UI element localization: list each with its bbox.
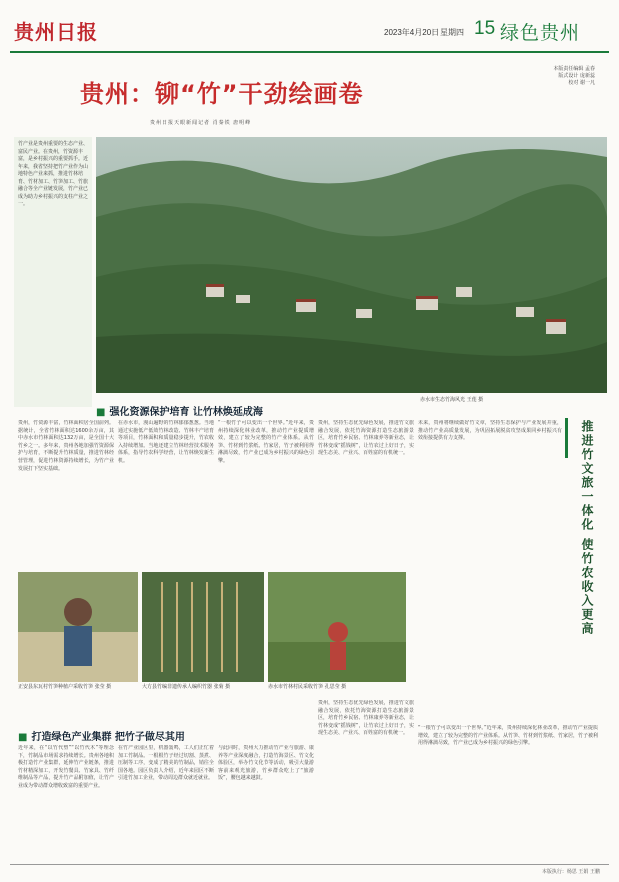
editor-line: 校对 谢一凡 — [568, 80, 595, 86]
body-column-8: 贵州，坚持生态优先绿色发展，推进竹文旅融合发展，依托竹海资源打造生态旅游景区，培育竹乡民宿、竹林康养等新业态，让竹林变成“摇钱树”，让竹农过上好日子，实现生态美、产业兴、百姓富的有机统一。 — [318, 700, 414, 737]
photo-bamboo-weaving — [142, 572, 264, 682]
photo-bamboo-shoots — [18, 572, 138, 682]
body-column-1: 贵州，竹资源丰富，竹林面积居全国前列。据统计，全省竹林面积达1600余万亩，其中赤水市竹林面积达132万亩，是全国十大竹乡之一。多年来，贵州各地加强竹资源保护与培育，不断提升竹林质量，推进竹林经营管理，促进竹林资源持续增长，为竹产业发展打下坚实基础。 — [18, 420, 114, 472]
bamboo-shoots-image — [18, 572, 138, 682]
hero-photo — [96, 137, 607, 393]
subhead-1-text: 强化资源保护培育 让竹林焕延成海 — [109, 407, 263, 418]
subhead-2-text: 打造绿色产业集群 把竹子做尽其用 — [31, 732, 185, 743]
body-column-2: 在赤水市，漫山遍野的竹林郁郁葱葱。当地通过实施低产低效竹林改造、竹林丰产培育等项目，竹林面积和质量稳步提升，竹农收入持续增加。当地还建立竹林经营技术服务体系，指导竹农科学经营，让竹林焕发新生机。 — [118, 420, 214, 464]
bamboo-weaving-image — [142, 572, 264, 682]
masthead-rule — [10, 51, 609, 53]
photo-caption-2: 大方县竹编非遗传承人编织竹器 张菊 摄 — [142, 684, 231, 690]
subhead-marker: ■ — [18, 732, 28, 743]
headline: 贵州：铆“竹”干劲绘画卷 — [80, 80, 364, 108]
body-column-9: “一根竹子可以变出一个世界。”近年来，贵州持续深化林业改革，推动竹产业提质增效，建立了较为完整的竹产业体系。从竹笋、竹材到竹浆纸、竹家居，竹子被利用得淋漓尽致，竹产业已成为乡村振兴的绿色引擎。 — [418, 725, 598, 747]
body-column-5: 近年来，在“以竹代塑”“以竹代木”等理念下，竹制品市场需求持续增长。贵州各地积极打造竹产业集群，延伸竹产业链条，推进竹材精深加工，开发竹餐具、竹家具、竹纤维制品等产品，提升竹产品附加值，让竹产业成为带动群众增收致富的重要产业。 — [18, 745, 114, 789]
footer-rule — [10, 864, 609, 865]
issue-date: 2023年4月20日 — [384, 28, 440, 37]
subhead-marker: ■ — [96, 407, 106, 418]
section-title: 绿色贵州 — [500, 22, 581, 44]
hero-caption: 赤水市生态竹海风光 王莲 摄 — [420, 397, 484, 403]
body-column-side: 未来，贵州将继续做好竹文章，坚持生态保护与产业发展并重，推动竹产业高质量发展，为巩固拓展脱贫攻坚成果同乡村振兴有效衔接提供有力支撑。 — [418, 420, 562, 442]
editor-line: 版式设计 庞新蕊 — [558, 73, 595, 79]
footer-credits: 本版执行：杨思 王娟 王鹏 — [541, 869, 600, 875]
side-title-bar — [565, 418, 568, 458]
lede-box: 竹产业是贵州重要的生态产业、富民产业。在贵州，竹资源丰富，是乡村振兴的重要抓手。近年来，我省坚持把竹产业作为山地特色产业来抓，推进竹林培育、竹材加工、竹笋加工、竹旅融合等全产业链发展，竹产业已成为助力乡村振兴的支柱产业之一。 — [14, 137, 92, 407]
editor-line: 本版责任编辑 孟春 — [553, 66, 595, 72]
subhead-2 — [18, 728, 185, 743]
masthead — [0, 0, 619, 52]
bamboo-village-image — [96, 137, 607, 393]
issue-weekday: 星期四 — [440, 28, 464, 37]
byline: 贵州日报天眼新闻记者 肖秦铁 唐明峰 — [150, 120, 252, 126]
body-column-4: 贵州，坚持生态优先绿色发展，推进竹文旅融合发展，依托竹海资源打造生态旅游景区，培育竹乡民宿、竹林康养等新业态，让竹林变成“摇钱树”，让竹农过上好日子，实现生态美、产业兴、百姓富的有机统一。 — [318, 420, 414, 457]
body-column-7: 与此同时，贵州大力推动竹产业与旅游、康养等产业深度融合，打造竹海景区、竹文化体验区，举办竹文化节等活动，吸引大量游客前来观光旅游，竹乡群众吃上了“旅游饭”，腰包越来越鼓。 — [218, 745, 314, 782]
page-number: 15 — [474, 18, 496, 39]
photo-caption-3: 赤水市竹林村民采收竹笋 孔思莹 摄 — [268, 684, 347, 690]
side-title: 推进竹文旅一体化 使竹农收入更高 — [580, 420, 594, 637]
editor-credits — [500, 66, 595, 87]
bamboo-forest-image — [268, 572, 406, 682]
paper-name: 贵州日报 — [14, 20, 98, 44]
body-column-6: 在竹产业园区里，机器轰鸣，工人们正忙着加工竹制品。一根根竹子经过切割、蒸煮、压制等工序，变成了精美的竹制品，销往全国各地。园区负责人介绍，近年来园区不断引进竹加工企业，带动周边群众就近就业。 — [118, 745, 214, 782]
subhead-1 — [96, 403, 263, 418]
photo-caption-1: 正安县东瓦村竹笋种植户采收竹笋 张莹 摄 — [18, 684, 112, 690]
photo-bamboo-forest — [268, 572, 406, 682]
body-column-3: “一根竹子可以变出一个世界。”近年来，贵州持续深化林业改革，推动竹产业提质增效，建立了较为完整的竹产业体系。从竹笋、竹材到竹浆纸、竹家居，竹子被利用得淋漓尽致，竹产业已成为乡村振兴的绿色引擎。 — [218, 420, 314, 464]
